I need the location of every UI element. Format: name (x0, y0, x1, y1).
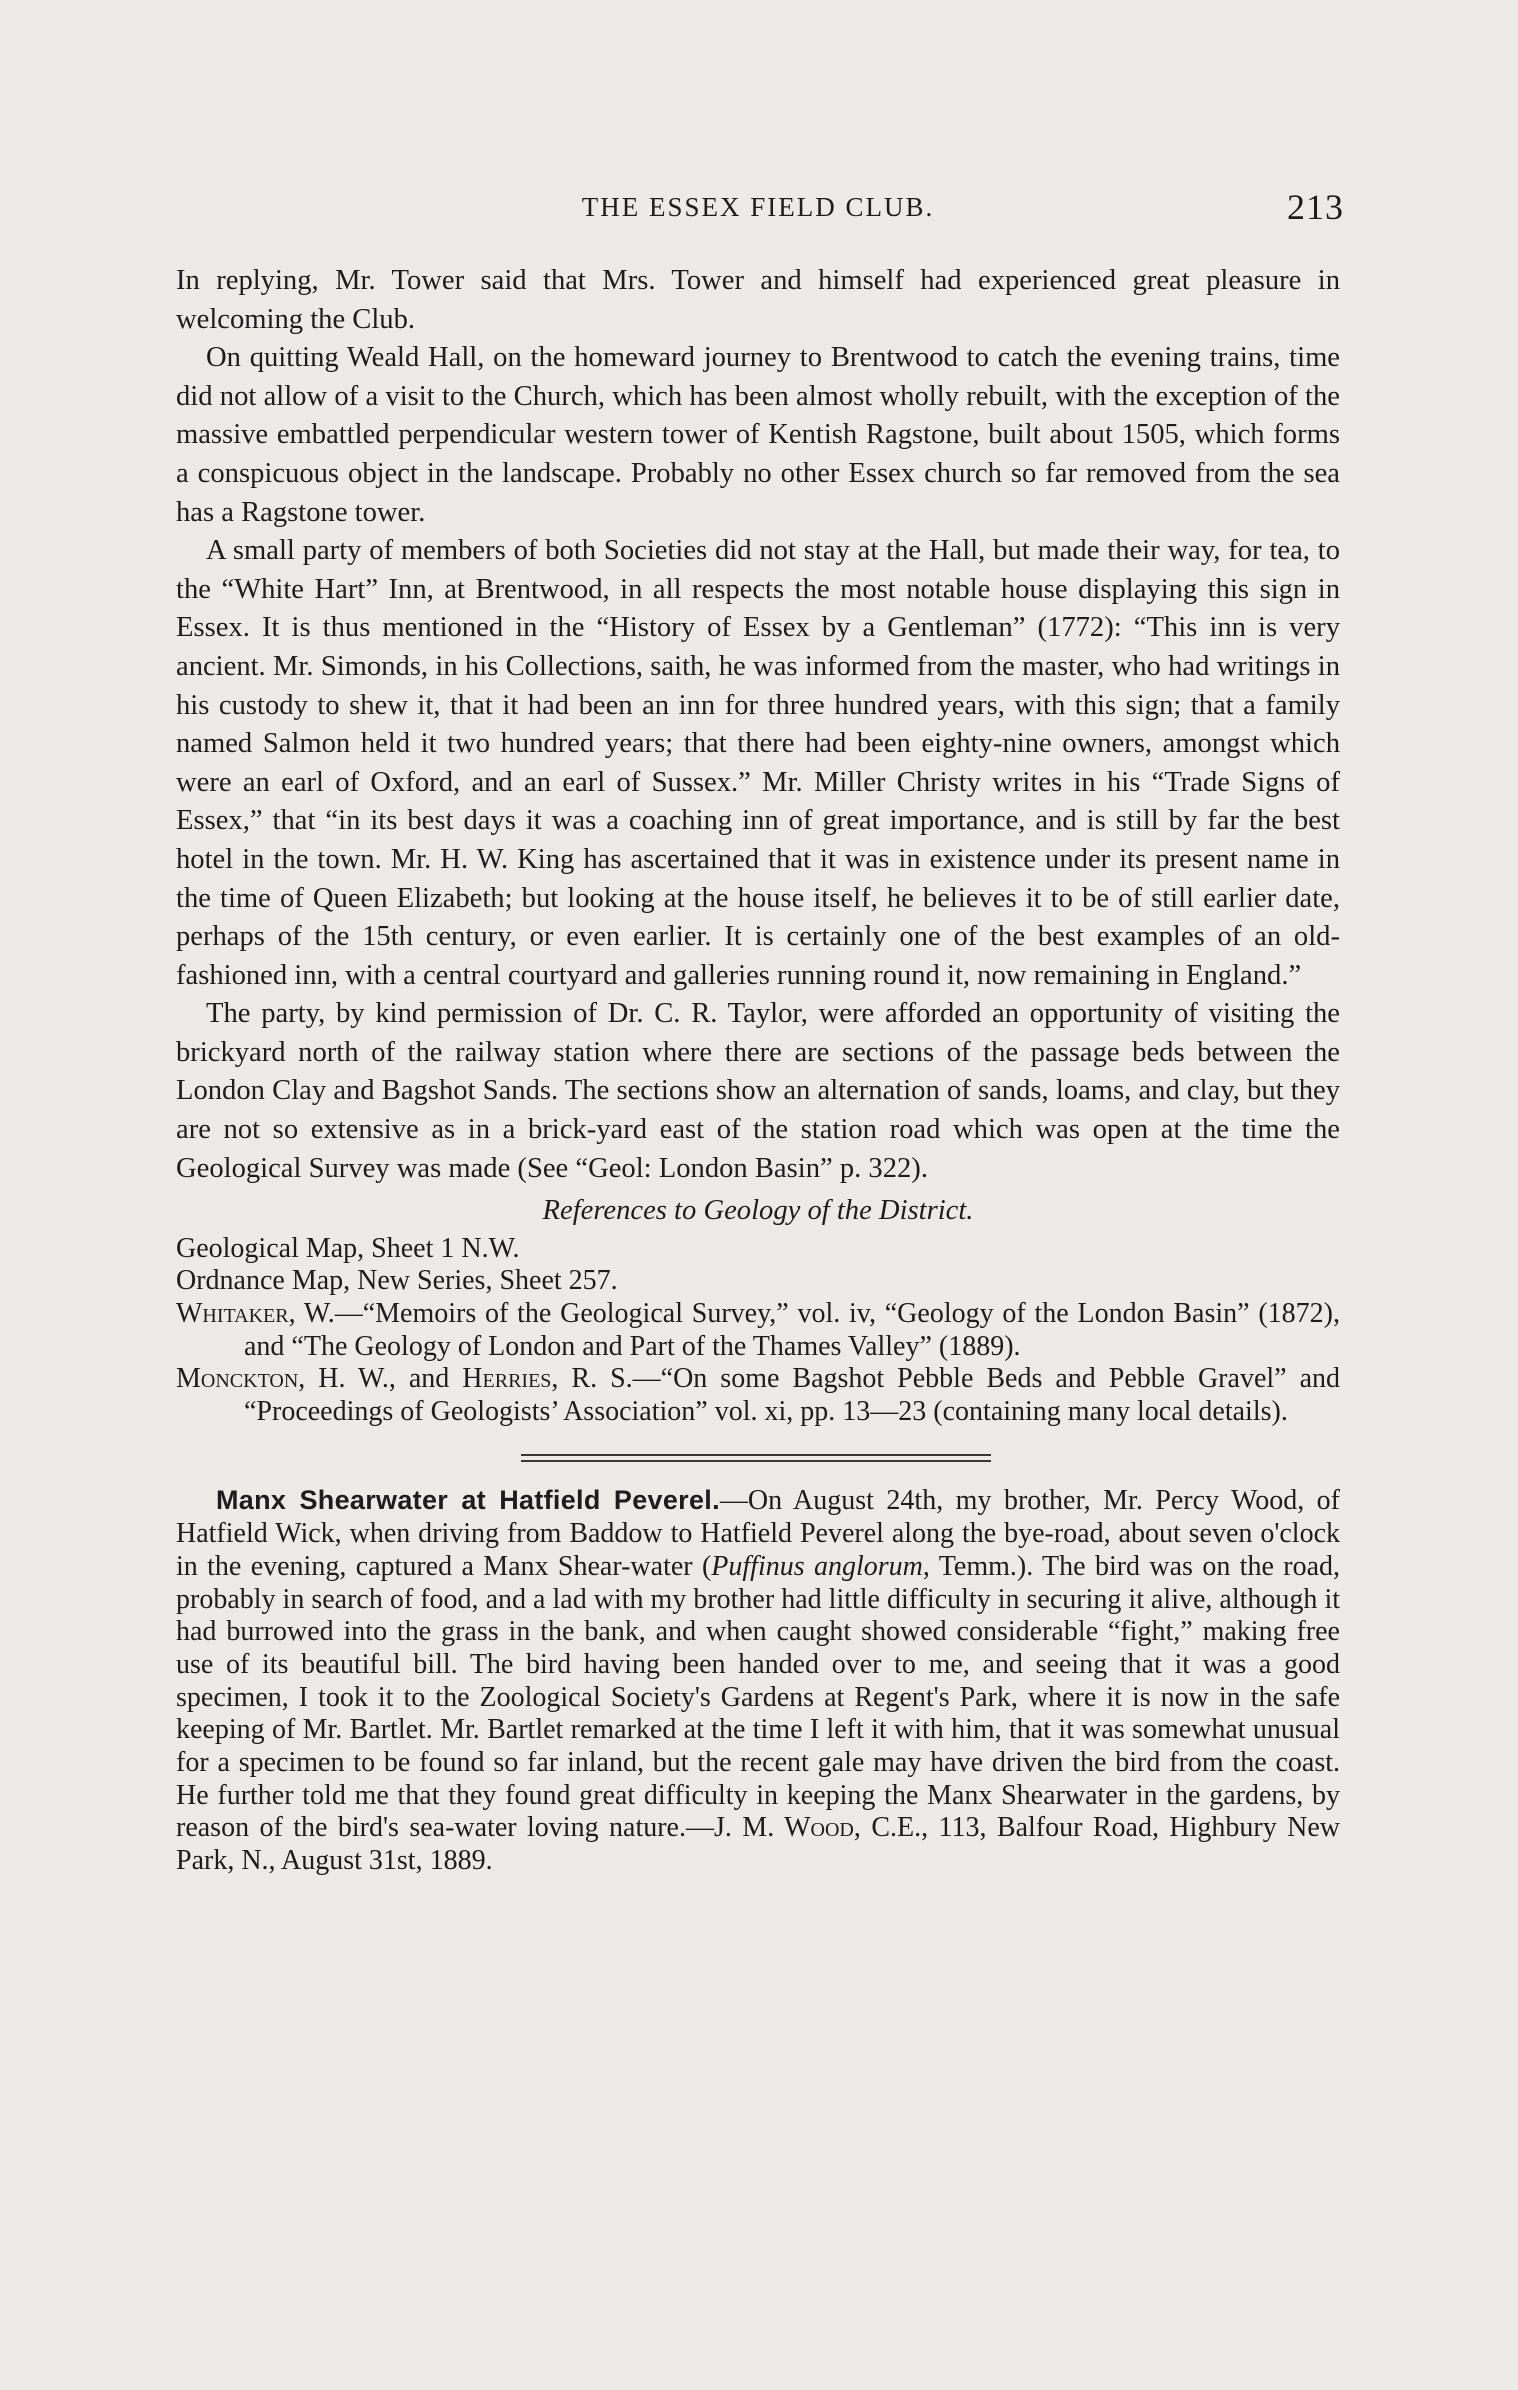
reference-item: Geological Map, Sheet 1 N.W. (176, 1232, 520, 1264)
note-text: , Temm.). The bird was on the road, probably in search of food, and a lad with my brother had little difficulty in securing it alive, although it had burrowed into the grass in the bank, and when caught showed considerable “fight,” making free use of its beautiful bill. The bird having been handed over to me, and seeing that it was a good specimen, I took it to the Zoological Society's Gardens at Regent's Park, where it is now in the safe keeping of Mr. Bartlet. Mr. Bartlet remarked at the time I left it with him, that it was somewhat unusual for a specimen to be found so far inland, but the recent gale may have driven the bird from the coast. He further told me that they found great difficulty in keeping the Manx Shearwater in the gardens, by reason of the bird's sea-water loving nature.— (176, 1550, 1340, 1844)
running-title: THE ESSEX FIELD CLUB. (581, 192, 935, 222)
note-text: —On August 24th, my brother, Mr. Percy Wood, of Hatfield Wick, when driving from Baddow to Hatfield Peverel along the bye-road, about seven o'clock in the evening, captured a Manx Shear-water ( (176, 1485, 1341, 1582)
reference-conjunction: , and (388, 1363, 463, 1395)
reference-text: —“Memoirs of the Geological Survey,” vol. iv, “Geology of the London Basin” (1872), and “The Geology of London and Part of the Thames Valley” (1889). (244, 1298, 1340, 1362)
reference-author: Monckton, H. W. (176, 1363, 389, 1395)
divider-rule (521, 1454, 991, 1456)
running-head (172, 186, 1344, 226)
divider-rule (521, 1460, 991, 1462)
reference-item: Ordnance Map, New Series, Sheet 257. (176, 1265, 618, 1297)
references-list (176, 1233, 1340, 1429)
species-name: Puffinus anglorum (711, 1550, 923, 1582)
paragraph: On quitting Weald Hall, on the homeward journey to Brentwood to catch the evening trains, time did not allow of a visit to the Church, which has been almost wholly rebuilt, with the exception of the massive embattled perpendicular western tower of Kentish Ragstone, built about 1505, which forms a conspicuous object in the landscape. Probably no other Essex church so far removed from the sea has a Ragstone tower. (176, 342, 1340, 528)
section-divider (176, 1446, 1340, 1472)
reference-item (176, 1298, 1340, 1363)
note-title: Manx Shearwater at Hatfield Peverel. (216, 1485, 720, 1516)
reference-author: Whitaker, W. (176, 1298, 335, 1330)
note-signature: J. M. Wood (713, 1812, 854, 1844)
note-text: , C.E., 113, Balfour Road, Highbury New Park, N., August 31st, 1889. (176, 1812, 1341, 1877)
body-text (176, 262, 1340, 1878)
reference-author: Herries, R. S. (462, 1363, 633, 1395)
note-paragraph (176, 1484, 1340, 1877)
paragraph: In replying, Mr. Tower said that Mrs. Tower and himself had experienced great pleasure in welcoming the Club. (176, 265, 1340, 335)
references-heading: References to Geology of the District. (542, 1195, 974, 1227)
reference-text: —“On some Bagshot Pebble Beds and Pebble Gravel” and “Proceedings of Geologists’ Association” vol. xi, pp. 13—23 (containing many local details). (244, 1363, 1340, 1427)
page-number: 213 (1287, 187, 1344, 227)
reference-item (176, 1363, 1340, 1428)
paragraph: A small party of members of both Societies did not stay at the Hall, but made their way, for tea, to the “White Hart” Inn, at Brentwood, in all respects the most notable house displaying this sign in Essex. It is thus mentioned in the “History of Essex by a Gentleman” (1772): “This inn is very ancient. Mr. Simonds, in his Collections, saith, he was informed from the master, who had writings in his custody to shew it, that it had been an inn for three hundred years, with this sign; that a family named Salmon held it two hundred years; that there had been eighty-nine owners, amongst which were an earl of Oxford, and an earl of Sussex.” Mr. Miller Christy writes in his “Trade Signs of Essex,” that “in its best days it was a coaching inn of great importance, and is still by far the best hotel in the town. Mr. H. W. King has ascertained that it was in existence under its present name in the time of Queen Elizabeth; but looking at the house itself, he believes it to be of still earlier date, perhaps of the 15th century, or even earlier. It is certainly one of the best examples of an old-fashioned inn, with a central courtyard and galleries running round it, now remaining in England.” (176, 535, 1340, 991)
paragraph: The party, by kind permission of Dr. C. R. Taylor, were afforded an opportunity of visiting the brickyard north of the railway station where there are sections of the passage beds between the London Clay and Bagshot Sands. The sections show an alternation of sands, loams, and clay, but they are not so extensive as in a brick-yard east of the station road which was open at the time the Geological Survey was made (See “Geol: London Basin” p. 322). (176, 998, 1340, 1184)
